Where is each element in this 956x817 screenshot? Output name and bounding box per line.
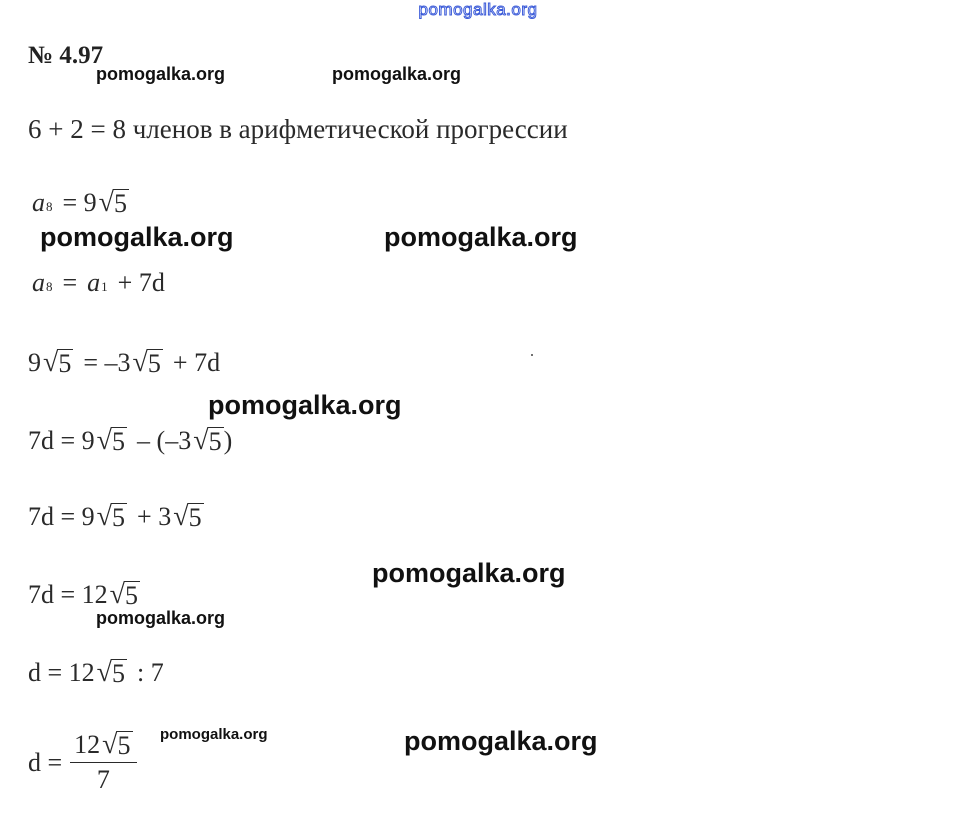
sqrt: [97, 427, 127, 455]
radicand: 5: [112, 659, 126, 688]
equation-line-5: [28, 502, 204, 532]
equation-line-4: [28, 426, 232, 456]
watermark-text: pomogalka.org: [96, 608, 226, 628]
subscript: 8: [46, 199, 53, 214]
subscript: 8: [46, 279, 53, 294]
radical-sign: √: [96, 501, 113, 532]
watermark-text: pomogalka.org: [40, 222, 234, 252]
problem-number: № 4.97: [28, 42, 104, 69]
intro-text: 6 + 2 = 8 членов в арифметической прогрессии: [28, 114, 568, 144]
var-a: a: [87, 268, 101, 297]
expr-text: d =: [28, 747, 63, 777]
watermark-text: pomogalka.org: [160, 726, 268, 743]
expr-text: 7d = 9: [28, 426, 95, 455]
fraction-numerator: [70, 730, 136, 763]
expr-text: 7d = 12: [28, 580, 108, 609]
watermark-text: pomogalka.org: [96, 64, 226, 84]
sqrt: [110, 581, 140, 609]
expr-text: = –3: [83, 348, 131, 377]
watermark-text: pomogalka.org: [372, 558, 566, 588]
radical-sign: √: [96, 657, 113, 688]
radicand: 5: [58, 349, 72, 378]
radical-sign: √: [43, 347, 59, 378]
radical-sign: √: [109, 579, 126, 610]
fraction: [70, 730, 136, 795]
radical-sign: √: [193, 425, 209, 456]
radicand: 5: [114, 189, 128, 218]
radicand: 5: [147, 349, 161, 378]
expr-text: d = 12: [28, 658, 95, 687]
radical-sign: √: [173, 501, 189, 532]
radicand: 5: [125, 581, 139, 610]
radicand: 5: [112, 427, 126, 456]
fraction-denominator: 7: [96, 765, 110, 794]
sqrt: [43, 349, 73, 377]
sqrt: [102, 731, 132, 759]
radical-sign: √: [96, 425, 113, 456]
var-a: a: [32, 268, 45, 297]
sqrt: [97, 659, 127, 687]
sqrt: [193, 427, 223, 455]
expr-text: + 7d: [172, 348, 221, 377]
sqrt: [173, 503, 203, 531]
watermark-text: pomogalka.org: [404, 726, 598, 756]
equation-line-7: [28, 658, 164, 688]
sqrt: [133, 349, 163, 377]
expr-text: + 7d: [117, 268, 165, 297]
expr-text: 12: [74, 730, 101, 759]
var-a: a: [32, 188, 45, 217]
radical-sign: √: [98, 187, 115, 218]
stray-dot: [531, 354, 533, 356]
expr-text: 7d = 9: [28, 502, 95, 531]
equation-line-2: [32, 268, 165, 298]
expr-text: ): [223, 426, 233, 455]
radicand: 5: [208, 427, 222, 456]
expr-text: 9: [28, 348, 41, 377]
radicand: 5: [112, 503, 126, 532]
radical-sign: √: [132, 347, 148, 378]
equation-line-8: [28, 730, 137, 795]
watermark-text: pomogalka.org: [332, 64, 462, 84]
watermark-text: pomogalka.org: [384, 222, 578, 252]
expr-text: : 7: [137, 658, 164, 687]
sqrt: [97, 503, 127, 531]
subscript: 1: [101, 279, 108, 294]
equation-line-1: [32, 188, 129, 218]
radicand: 5: [188, 503, 202, 532]
expr-text: =: [62, 268, 78, 297]
watermark-header: pomogalka.org: [418, 0, 538, 19]
equation-line-3: [28, 348, 220, 378]
sqrt: [99, 189, 129, 217]
equation-line-6: [28, 580, 140, 610]
watermark-text: pomogalka.org: [208, 390, 402, 420]
radicand: 5: [117, 731, 131, 760]
expr-text: – (–3: [137, 426, 192, 455]
expr-text: = 9: [62, 188, 97, 217]
radical-sign: √: [102, 729, 118, 760]
expr-text: + 3: [137, 502, 172, 531]
